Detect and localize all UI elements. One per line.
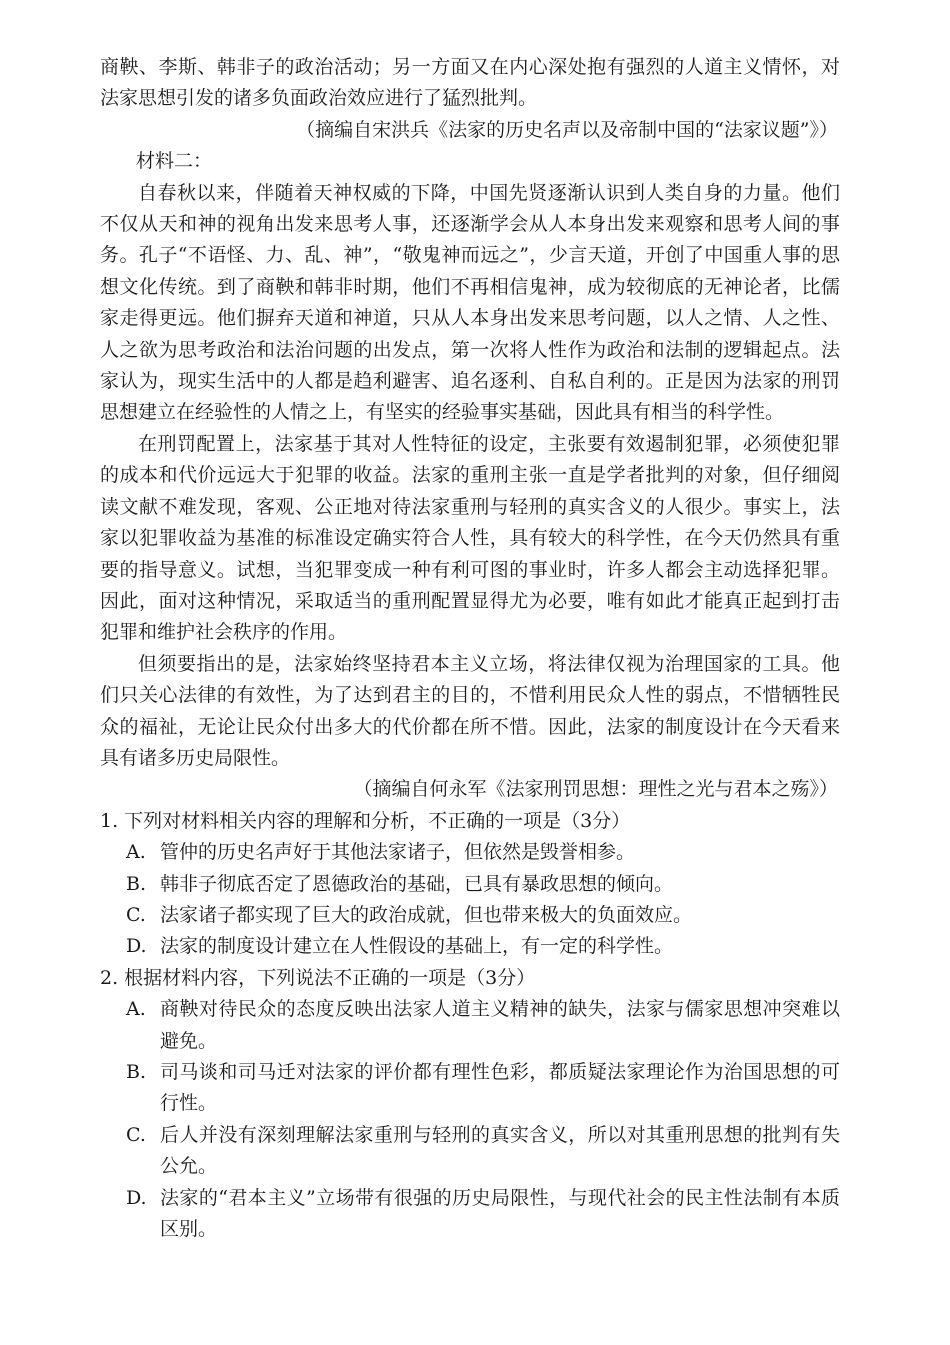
question-1 (100, 806, 840, 963)
option-label: B. (126, 872, 147, 895)
option-b (100, 1057, 840, 1120)
option-text: 后人并没有深刻理解法家重刑与轻刑的真实含义，所以对其重刑思想的批判有失公允。 (160, 1123, 840, 1178)
option-d (100, 1183, 840, 1246)
question-2 (100, 963, 840, 1246)
question-stem: 1. 下列对材料相关内容的理解和分析，不正确的一项是（3分） (100, 809, 631, 832)
material-two-paragraph: 但须要指出的是，法家始终坚持君本主义立场，将法律仅视为治理国家的工具。他们只关心法律的有效性，为了达到君主的目的，不惜利用民众人性的弱点，不惜牺牲民众的福祉，无论让民众付出多大的代价都在所不惜。因此，法家的制度设计在今天看来具有诸多历史局限性。 (100, 652, 840, 769)
option-label: C. (126, 1123, 146, 1146)
option-text: 司马谈和司马迁对法家的评价都有理性色彩，都质疑法家理论作为治国思想的可行性。 (160, 1061, 840, 1115)
material-one-source: （摘编自宋洪兵《法家的历史名声以及帝制中国的“法家议题”》） (296, 118, 838, 141)
material-two-source: （摘编自何永军《法家刑罚思想：理性之光与君本之殇》） (353, 778, 838, 801)
option-label: A. (126, 841, 146, 864)
option-label: B. (126, 1061, 147, 1083)
option-text: 法家的制度设计建立在人性假设的基础上，有一定的科学性。 (160, 935, 674, 958)
option-d (100, 931, 840, 962)
option-a (100, 837, 840, 868)
option-text: 法家诸子都实现了巨大的政治成就，但也带来极大的负面效应。 (160, 903, 693, 926)
option-text: 韩非子彻底否定了恩德政治的基础，已具有暴政思想的倾向。 (160, 872, 674, 895)
option-text: 管仲的历史名声好于其他法家诸子，但依然是毁誉相参。 (160, 841, 636, 864)
option-text: 法家的“君本主义”立场带有很强的历史局限性，与现代社会的民主性法制有本质区别。 (160, 1186, 840, 1241)
option-label: D. (126, 1186, 147, 1209)
material-two-paragraph: 自春秋以来，伴随着天神权威的下降，中国先贤逐渐认识到人类自身的力量。他们不仅从天和神的视角出发来思考人事，还逐渐学会从人本身出发来观察和思考人间的事务。孔子“不语怪、力、乱、神”，“敬鬼神而远之”，少言天道，开创了中国重人事的思想文化传统。到了商鞅和韩非时期，他们不再相信鬼神，成为较彻底的无神论者，比儒家走得更远。他们摒弃天道和神道，只从人本身出发来思考问题，以人之情、人之性、人之欲为思考政治和法治问题的出发点，第一次将人性作为政治和法制的逻辑起点。法家认为，现实生活中的人都是趋利避害、追名逐利、自私自利的。正是因为法家的刑罚思想建立在经验性的人情之上，有坚实的经验事实基础，因此具有相当的科学性。 (100, 181, 840, 424)
option-a (100, 994, 840, 1057)
option-text: 商鞅对待民众的态度反映出法家人道主义精神的缺失，法家与儒家思想冲突难以避免。 (160, 998, 840, 1052)
option-b (100, 869, 840, 900)
option-c (100, 1120, 840, 1183)
option-label: C. (126, 903, 146, 926)
material-one-tail-text: 商鞅、李斯、韩非子的政治活动；另一方面又在内心深处抱有强烈的人道主义情怀，对法家思想引发的诸多负面政治效应进行了猛烈批判。 (100, 56, 840, 110)
option-label: A. (126, 998, 146, 1021)
question-stem: 2. 根据材料内容，下列说法不正确的一项是（3分） (100, 966, 536, 989)
material-two-paragraph: 在刑罚配置上，法家基于其对人性特征的设定，主张要有效遏制犯罪，必须使犯罪的成本和代价远远大于犯罪的收益。法家的重刑主张一直是学者批判的对象，但仔细阅读文献不难发现，客观、公正地对待法家重刑与轻刑的真实含义的人很少。事实上，法家以犯罪收益为基准的标准设定确实符合人性，具有较大的科学性，在今天仍然具有重要的指导意义。试想，当犯罪变成一种有利可图的事业时，许多人都会主动选择犯罪。因此，面对这种情况，采取适当的重刑配置显得尤为必要，唯有如此才能真正起到打击犯罪和维护社会秩序的作用。 (100, 432, 840, 644)
material-two-heading: 材料二： (136, 150, 213, 173)
exam-page (100, 52, 840, 1245)
option-c (100, 900, 840, 931)
option-label: D. (126, 935, 147, 958)
